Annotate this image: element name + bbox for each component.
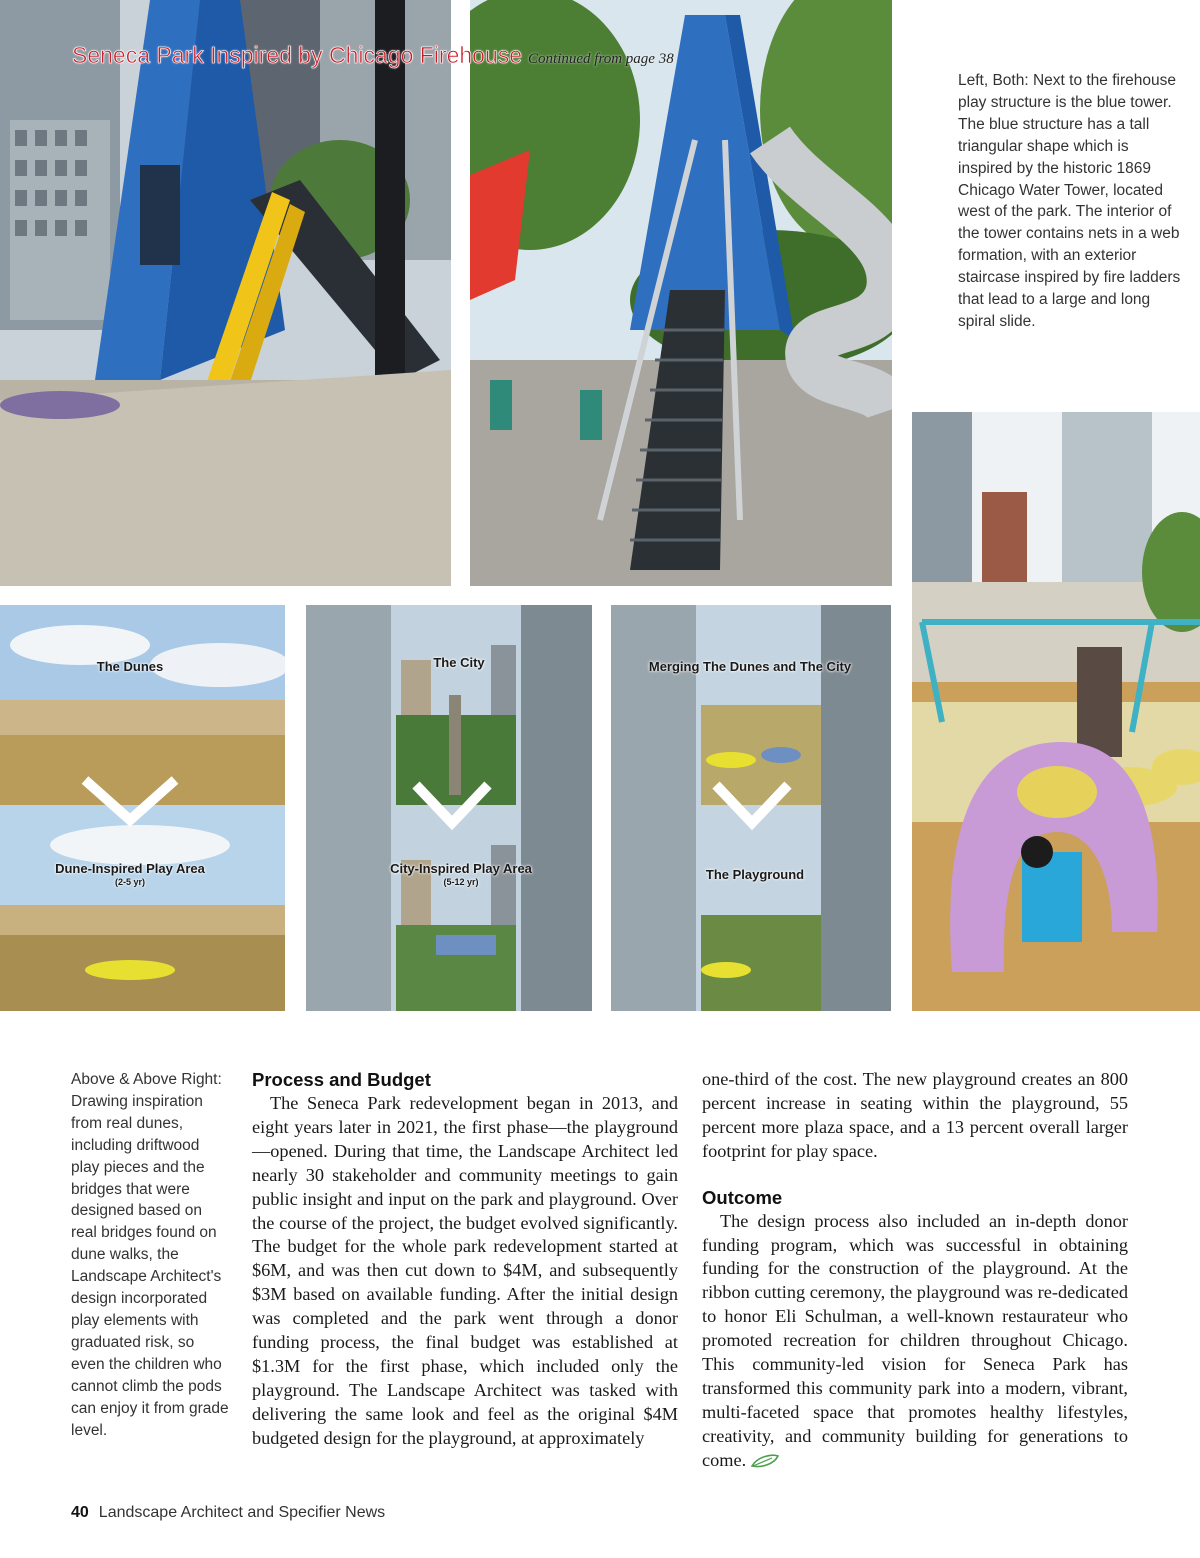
- article-column-2: [702, 1068, 1128, 1473]
- continued-note: Continued from page 38: [528, 51, 674, 67]
- page-number: 40: [71, 1504, 89, 1521]
- label-dune-inspired-play-area-text: Dune-Inspired Play Area: [55, 861, 205, 876]
- caption-left: Above & Above Right: Drawing inspiration from real dunes, including driftwood play pieces and the bridges that were designed based on real bridges found on dune walks, the Landscape Architect's design incorporated play elements with graduated risk, so even the children who cannot climb the pods can enjoy it from grade level.: [71, 1071, 229, 1439]
- label-merging-dunes-city: Merging The Dunes and The City: [648, 659, 852, 674]
- label-dune-age-range: (2-5 yr): [114, 877, 146, 887]
- paragraph-outcome: [702, 1210, 1128, 1473]
- photo-dune-pod: [912, 412, 1200, 1011]
- paragraph-process-budget: The Seneca Park redevelopment began in 2013, and eight years later in 2021, the first phase—the playground—opened. During that time, the Landscape Architect led nearly 30 stakeholder and community meetings to gain public insight and input on the park and playground. Over the course of the project, the budget evolved significantly. The budget for the whole park redevelopment started at $6M, and was then cut down to $4M, and subsequently $3M based on available funding. After the initial design was completed and the park went through a donor funding process, the final budget was established at $1.3M for the first phase, which included only the playground. The Landscape Architect was tasked with delivering the same look and feel as the original $4M budgeted design for the playground, at approximately: [252, 1093, 678, 1448]
- article-title: Seneca Park Inspired by Chicago Firehouse: [72, 42, 523, 68]
- caption-right: Left, Both: Next to the firehouse play structure is the blue tower. The blue structure has a tall triangular shape which is inspired by the historic 1869 Chicago Water Tower, located west of the park. The interior of the tower contains nets in a web formation, with an exterior staircase inspired by fire ladders that lead to a large and long spiral slide.: [958, 72, 1181, 330]
- leaf-end-icon: [750, 1454, 780, 1468]
- page-footer: [71, 1504, 385, 1522]
- heading-process-budget: Process and Budget: [252, 1069, 431, 1090]
- photo-staircase-slide: [470, 0, 892, 586]
- label-the-playground-text: The Playground: [705, 867, 805, 882]
- paragraph-process-budget-continued: one-third of the cost. The new playground creates an 800 percent increase in seating within the playground, 55 percent more plaza space, and a 13 percent overall larger footprint for play space.: [702, 1069, 1128, 1161]
- label-the-dunes: The Dunes: [96, 659, 164, 674]
- label-city-inspired-play-area-text: City-Inspired Play Area: [390, 861, 532, 876]
- article-column-1: [252, 1068, 678, 1451]
- page-title: [72, 42, 674, 69]
- label-city-age-range: (5-12 yr): [443, 877, 479, 887]
- label-the-city: The City: [433, 655, 485, 670]
- publication-name: Landscape Architect and Specifier News: [98, 1504, 386, 1521]
- label-city-inspired-play-area: [390, 861, 532, 887]
- paragraph-outcome-text: The design process also included an in-depth donor funding program, which was successful in obtaining funding for the construction of the playground. At the ribbon cutting ceremony, the playground was re-dedicated to honor Eli Schulman, a well-known restaurateur who promoted recreation for children throughout Chicago. This community-led vision for Seneca Park has transformed this community park into a modern, vibrant, multi-faceted space that promotes healthy lifestyles, creativity, and community building for generations to come.: [702, 1210, 1128, 1470]
- label-dune-inspired-play-area: [55, 861, 205, 887]
- heading-outcome: Outcome: [702, 1186, 783, 1208]
- label-the-playground: [706, 867, 804, 882]
- photo-blue-tower-ladder: [0, 0, 451, 586]
